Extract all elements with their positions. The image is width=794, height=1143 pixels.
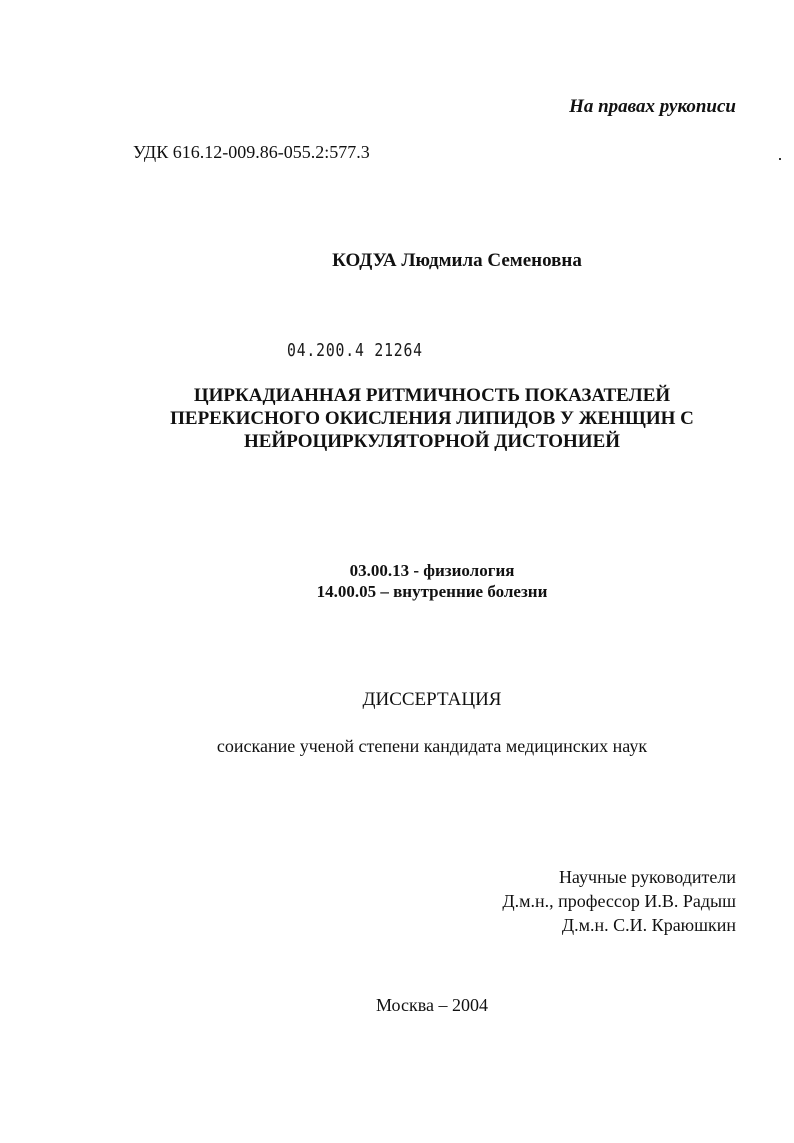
city-year: Москва – 2004 xyxy=(376,995,488,1015)
registration-stamp: 04.200.4 21264 xyxy=(287,340,423,361)
supervisor-name: Д.м.н., профессор И.В. Радыш xyxy=(502,891,736,911)
supervisors-block xyxy=(502,865,736,937)
specialties xyxy=(0,560,794,602)
specialty-line: 03.00.13 - физиология xyxy=(349,561,515,580)
document-type: ДИССЕРТАЦИЯ xyxy=(362,689,502,710)
degree-line: соискание ученой степени кандидата медицинских наук xyxy=(216,736,648,756)
specialty-line: 14.00.05 – внутренние болезни xyxy=(316,582,548,601)
author-name: КОДУА Людмила Семеновна xyxy=(332,250,582,271)
title-line: ПЕРЕКИСНОГО ОКИСЛЕНИЯ ЛИПИДОВ У ЖЕНЩИН С xyxy=(170,408,694,429)
title-line: ЦИРКАДИАННАЯ РИТМИЧНОСТЬ ПОКАЗАТЕЛЕЙ xyxy=(193,385,671,406)
udk-code: УДК 616.12-009.86-055.2:577.3 xyxy=(133,142,370,162)
supervisor-name: Д.м.н. С.И. Краюшкин xyxy=(561,915,736,935)
rights-notice: На правах рукописи xyxy=(569,96,736,117)
title-line: НЕЙРОЦИРКУЛЯТОРНОЙ ДИСТОНИЕЙ xyxy=(243,431,621,452)
thesis-title xyxy=(0,384,794,453)
scan-speck xyxy=(779,158,781,160)
supervisors-heading: Научные руководители xyxy=(558,867,736,887)
